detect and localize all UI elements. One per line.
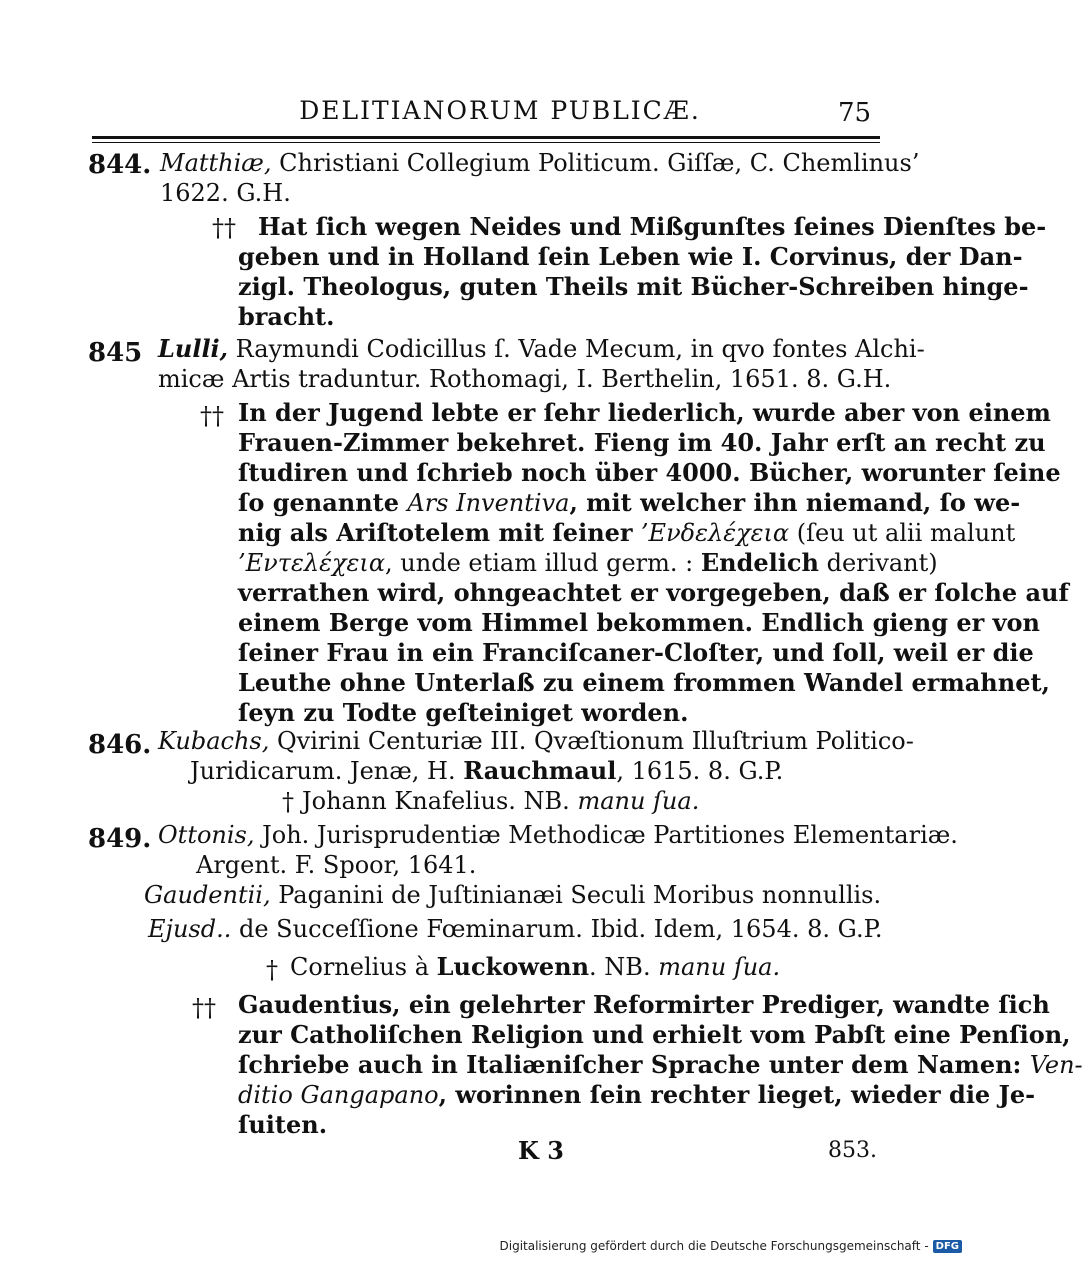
note-italic: Ven- xyxy=(1029,1051,1083,1079)
entry-line: Argent. F. Spoor, 1641. xyxy=(196,851,477,879)
printer-name: Rauchmaul xyxy=(463,756,617,785)
entry-number: 849. xyxy=(88,824,152,854)
note-line: ſuiten. xyxy=(238,1110,328,1139)
provenance-line xyxy=(302,786,699,816)
provenance-mark: † xyxy=(282,788,294,816)
note-line: Gaudentius, ein gelehrter Reformirter Prediger, wandte ſich xyxy=(238,990,1050,1019)
note-text: ſchriebe auch in Italiæniſcher Sprache unter dem Namen: xyxy=(238,1050,1030,1079)
provenance-mark: † xyxy=(266,956,278,984)
note-text: , unde etiam illud germ. : xyxy=(385,549,701,577)
author-name: Matthiæ, xyxy=(160,149,272,177)
note-mark: †† xyxy=(192,994,216,1022)
greek-word: ’Ενδελέχεια xyxy=(640,519,790,547)
note-mark: †† xyxy=(200,402,224,430)
note-line xyxy=(238,488,1020,518)
note-text: , mit welcher ihn niemand, ſo we- xyxy=(569,488,1021,517)
entry-text: Juridicarum. Jenæ, H. xyxy=(190,757,464,785)
entry-line: micæ Artis traduntur. Rothomagi, I. Berthelin, 1651. 8. G.H. xyxy=(158,365,892,393)
author-name: Gaudentii, xyxy=(144,881,271,909)
greek-word: ’Εντελέχεια xyxy=(238,549,386,577)
entry-line xyxy=(190,756,783,786)
note-text: derivant) xyxy=(818,549,938,577)
note-line: ſtudiren und ſchrieb noch über 4000. Bücher, worunter ſeine xyxy=(238,458,1061,487)
entry-number: 846. xyxy=(88,730,152,760)
note-line: Leuthe ohne Unterlaß zu einem frommen Wandel ermahnet, xyxy=(238,668,1050,697)
provenance-text: . NB. xyxy=(589,953,659,981)
note-text: (ſeu ut alii malunt xyxy=(789,519,1016,547)
provenance-line xyxy=(290,952,780,982)
note-line: Hat ſich wegen Neides und Mißgunſtes ſeines Dienſtes be- xyxy=(258,212,1047,241)
author-name: Lulli, xyxy=(158,334,229,363)
entry-title: de Succeſſione Fœminarum. Ibid. Idem, 1654. 8. G.P. xyxy=(231,915,883,943)
note-line: ſeyn zu Todte geſteiniget worden. xyxy=(238,698,689,727)
provenance-text: Cornelius à xyxy=(290,953,437,981)
entry-text: , 1615. 8. G.P. xyxy=(616,757,784,785)
note-line: bracht. xyxy=(238,302,335,331)
note-line xyxy=(238,1080,1035,1110)
note-bold: Endelich xyxy=(700,548,819,577)
entry-line xyxy=(148,914,883,944)
digitization-credit xyxy=(500,1239,963,1253)
entry-line xyxy=(160,148,919,178)
provenance-text: Johann Knafelius. NB. xyxy=(302,787,578,815)
entry-number: 845 xyxy=(88,338,143,368)
note-line: ſeiner Frau in ein Franciſcaner-Cloſter, und ſoll, weil er die xyxy=(238,638,1034,667)
author-name: Ejusd.. xyxy=(148,915,232,943)
author-name: Ottonis, xyxy=(158,821,255,849)
provenance-italic: manu ſua. xyxy=(577,787,700,815)
note-italic: Ars Inventiva xyxy=(407,489,570,517)
credit-text: Digitalisierung gefördert durch die Deutsche Forschungsgemeinschaft - xyxy=(499,1239,929,1253)
note-line: verrathen wird, ohngeachtet er vorgegeben, daß er ſolche auf xyxy=(238,578,1069,607)
dfg-logo-icon: DFG xyxy=(933,1240,962,1253)
note-text: , worinnen ſein rechter lieget, wieder die Je- xyxy=(438,1080,1036,1109)
entry-line xyxy=(158,820,958,850)
note-line xyxy=(238,518,1015,548)
note-line: einem Berge vom Himmel bekommen. Endlich gieng er von xyxy=(238,608,1040,637)
entry-line xyxy=(144,880,881,910)
entry-title: Paganini de Juſtinianæi Seculi Moribus nonnullis. xyxy=(270,881,882,909)
provenance-italic: manu ſua. xyxy=(658,953,781,981)
note-line: geben und in Holland ſein Leben wie I. Corvinus, der Dan- xyxy=(238,242,1023,271)
provenance-name: Luckowenn xyxy=(436,952,590,981)
header-rule xyxy=(92,136,880,143)
signature-mark: K 3 xyxy=(518,1136,564,1165)
entry-title: Christiani Collegium Politicum. Giſſæ, C. Chemlinus’ xyxy=(271,149,920,177)
note-text: ſo genannte xyxy=(238,488,408,517)
entry-title: Raymundi Codicillus ſ. Vade Mecum, in qvo fontes Alchi- xyxy=(228,335,925,363)
entry-number: 844. xyxy=(88,150,152,180)
note-line: In der Jugend lebte er ſehr liederlich, wurde aber von einem xyxy=(238,398,1051,427)
entry-line xyxy=(158,726,914,756)
entry-title: Qvirini Centuriæ III. Qvæſtionum Illuſtrium Politico- xyxy=(269,727,914,755)
note-mark: †† xyxy=(212,214,236,242)
note-line: zur Catholiſchen Religion und erhielt vom Pabſt eine Penſion, xyxy=(238,1020,1071,1049)
note-line: Frauen-Zimmer bekehret. Fieng im 40. Jahr erſt an recht zu xyxy=(238,428,1046,457)
note-line: zigl. Theologus, guten Theils mit Bücher-Schreiben hinge- xyxy=(238,272,1029,301)
entry-line: 1622. G.H. xyxy=(160,179,291,207)
note-italic: ditio Gangapano xyxy=(238,1081,439,1109)
catchword: 853. xyxy=(828,1138,877,1163)
page-number: 75 xyxy=(838,98,872,128)
note-line xyxy=(238,1050,1083,1080)
entry-line xyxy=(158,334,925,364)
running-head: DELITIANORUM PUBLICÆ. xyxy=(299,96,701,125)
note-text: nig als Ariſtotelem mit ſeiner xyxy=(238,518,641,547)
note-line xyxy=(238,548,938,578)
entry-title: Joh. Jurisprudentiæ Methodicæ Partitiones Elementariæ. xyxy=(254,821,958,849)
author-name: Kubachs, xyxy=(158,727,270,755)
